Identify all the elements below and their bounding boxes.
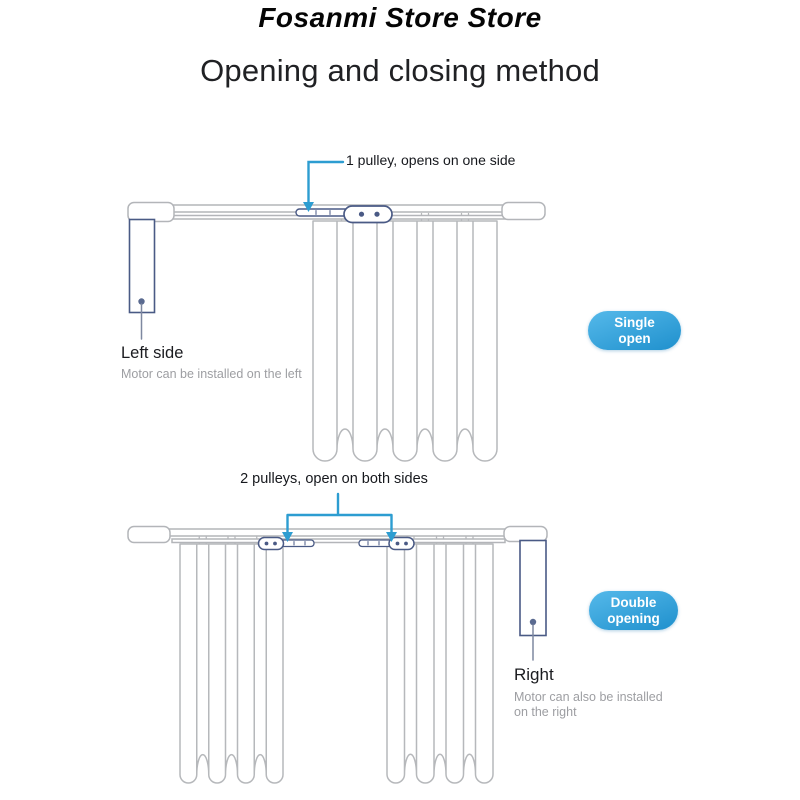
callout-label-single: 1 pulley, opens on one side bbox=[346, 152, 516, 168]
right-side-label: Right bbox=[514, 665, 554, 684]
rail-endcap-right bbox=[502, 203, 545, 220]
badge-line: Double bbox=[610, 595, 657, 610]
badge-line: open bbox=[618, 330, 651, 346]
leader-dot bbox=[530, 619, 536, 625]
double-opening-diagram bbox=[128, 494, 547, 783]
page-title: Opening and closing method bbox=[200, 53, 600, 88]
rail-endcap-left bbox=[128, 527, 170, 543]
rail-double bbox=[128, 527, 547, 543]
badge-line: Single bbox=[614, 315, 655, 330]
badge-line: opening bbox=[607, 610, 660, 626]
curtain-folds-single bbox=[313, 221, 497, 461]
left-side-label: Left side bbox=[121, 344, 184, 362]
curtain-folds-double-left bbox=[180, 544, 283, 783]
motor-right bbox=[520, 541, 546, 661]
right-side-caption: Motor can also be installed on the right bbox=[514, 690, 663, 719]
callout-label-double: 2 pulleys, open on both sides bbox=[240, 471, 428, 487]
single-open-diagram bbox=[128, 162, 545, 461]
store-logo: Fosanmi Store Store bbox=[258, 2, 542, 33]
rail-endcap-left bbox=[128, 203, 174, 222]
curtain-folds-double-right bbox=[387, 544, 493, 783]
motor-left bbox=[130, 220, 155, 340]
single-open-badge bbox=[588, 311, 681, 350]
double-opening-badge bbox=[589, 591, 678, 630]
left-side-caption: Motor can be installed on the left bbox=[121, 367, 302, 381]
rail-endcap-right bbox=[504, 527, 547, 542]
